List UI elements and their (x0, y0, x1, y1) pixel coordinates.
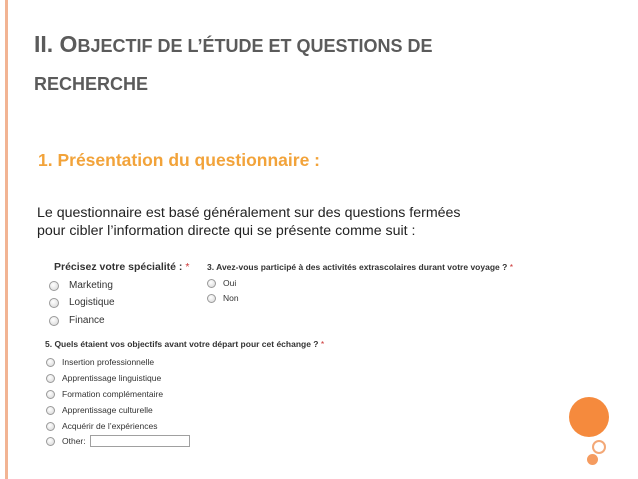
option-label: Formation complémentaire (62, 389, 164, 399)
decorative-circle-large (569, 397, 609, 437)
slide-title-line-2: RECHERCHE (34, 74, 149, 94)
required-star: * (185, 261, 190, 273)
radio-icon[interactable] (49, 281, 59, 291)
option-label: Apprentissage culturelle (62, 405, 153, 415)
q3-label (207, 262, 513, 272)
option-acquerir-experiences[interactable] (46, 421, 157, 431)
intro-line-1: Le questionnaire est basé généralement sur des questions fermées (37, 205, 461, 221)
option-label: Insertion professionnelle (62, 357, 155, 367)
intro-paragraph (37, 204, 557, 240)
radio-icon[interactable] (46, 390, 55, 399)
option-label: Acquérir de l’expériences (62, 421, 158, 431)
other-text-input[interactable] (90, 435, 190, 447)
option-apprentissage-linguistique[interactable] (46, 373, 161, 383)
option-non[interactable] (207, 293, 239, 303)
option-label: Finance (69, 315, 105, 326)
speciality-question-text: Précisez votre spécialité : (54, 261, 183, 273)
slide-title (34, 26, 594, 103)
decorative-circle-small (587, 454, 598, 465)
option-label: Logistique (69, 297, 115, 308)
option-marketing[interactable] (49, 280, 113, 291)
q5-label (45, 339, 324, 349)
title-prefix: II. O (34, 31, 78, 57)
slide-title-line-1 (34, 26, 594, 66)
section-subtitle: 1. Présentation du questionnaire : (38, 150, 320, 170)
option-logistique[interactable] (49, 297, 115, 308)
option-apprentissage-culturelle[interactable] (46, 405, 153, 415)
radio-icon[interactable] (49, 316, 59, 326)
radio-icon[interactable] (49, 298, 59, 308)
decorative-circle-ring (592, 440, 606, 454)
questionnaire-form (40, 256, 560, 466)
radio-icon[interactable] (46, 358, 55, 367)
option-label: Apprentissage linguistique (62, 373, 162, 383)
option-label: Marketing (69, 280, 113, 291)
option-label: Non (223, 293, 239, 303)
required-star: * (320, 339, 325, 349)
radio-icon[interactable] (46, 422, 55, 431)
title-rest: BJECTIF DE L’ÉTUDE ET QUESTIONS DE (77, 36, 433, 56)
radio-icon[interactable] (46, 406, 55, 415)
radio-icon[interactable] (46, 374, 55, 383)
option-finance[interactable] (49, 315, 105, 326)
option-formation-complementaire[interactable] (46, 389, 163, 399)
option-other[interactable] (46, 435, 190, 447)
option-insertion-professionnelle[interactable] (46, 357, 154, 367)
intro-line-2: pour cibler l’information directe qui se présente comme suit : (37, 223, 416, 239)
radio-icon[interactable] (207, 294, 216, 303)
radio-icon[interactable] (207, 279, 216, 288)
option-label: Oui (223, 278, 237, 288)
option-oui[interactable] (207, 278, 236, 288)
left-accent-bar (5, 0, 8, 479)
q5-text: 5. Quels étaient vos objectifs avant votre départ pour cet échange ? (45, 339, 319, 349)
q3-text: 3. Avez-vous participé à des activités extrascolaires durant votre voyage ? (207, 262, 508, 272)
radio-icon[interactable] (46, 437, 55, 446)
speciality-question-label (54, 261, 189, 273)
required-star: * (509, 262, 513, 272)
other-label: Other: (62, 436, 86, 446)
